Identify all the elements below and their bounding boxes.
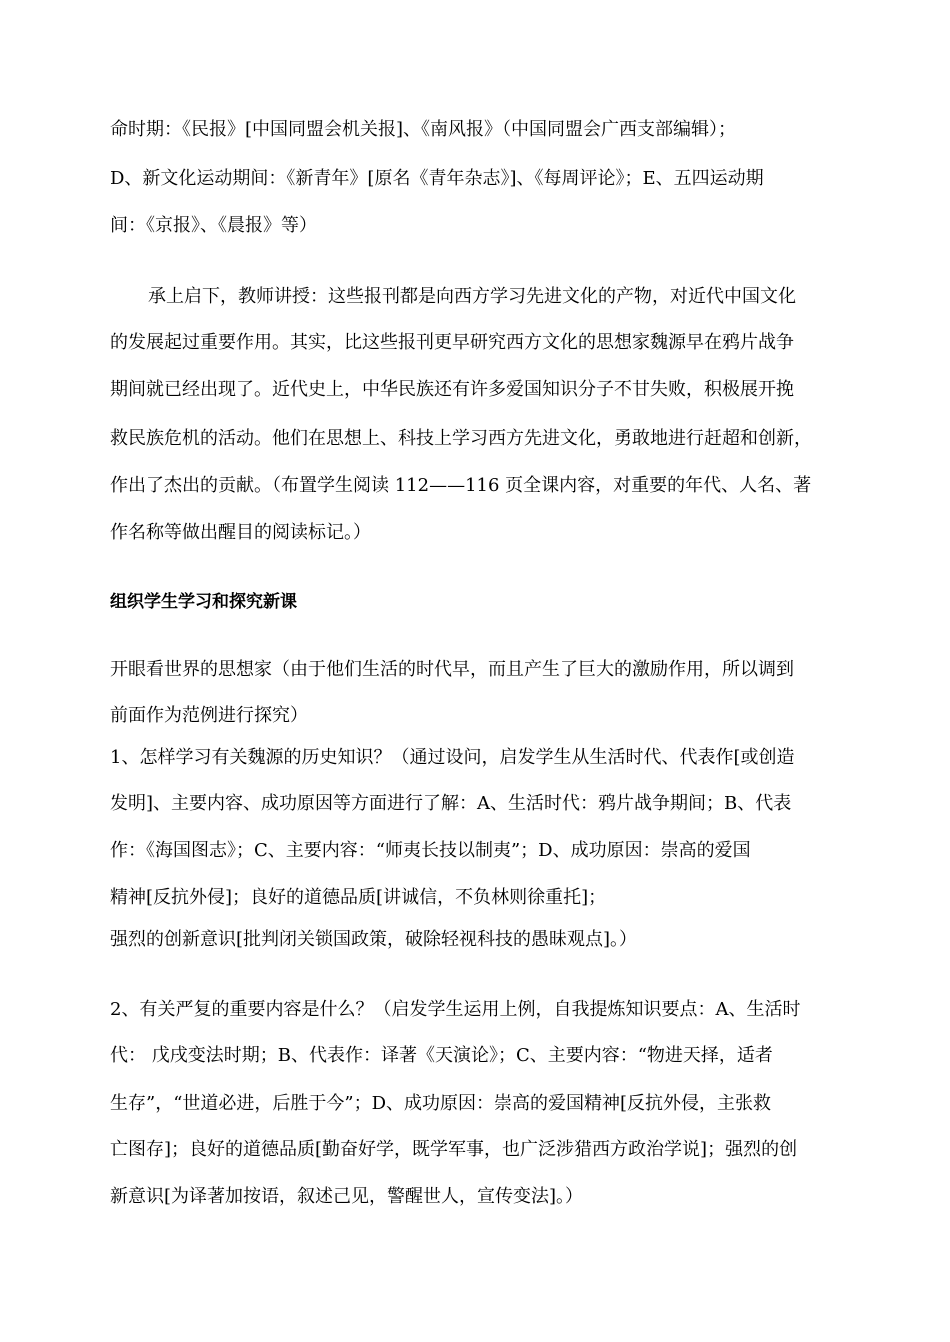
paragraph-line: 的发展起过重要作用。其实，比这些报刊更早研究西方文化的思想家魏源早在鸦片战争 bbox=[110, 332, 794, 353]
paragraph-line: 生存”，“世道必进，后胜于今”；D、成功原因：崇高的爱国精神[反抗外侵，主张救 bbox=[110, 1093, 772, 1114]
paragraph-line: 间：《京报》、《晨报》等） bbox=[110, 215, 317, 236]
paragraph-line: 2、有关严复的重要内容是什么？（启发学生运用上例，自我提炼知识要点：A、生活时 bbox=[110, 999, 801, 1020]
paragraph-line: 亡图存]；良好的道德品质[勤奋好学，既学军事，也广泛涉猎西方政治学说]；强烈的创 bbox=[110, 1139, 798, 1160]
paragraph-line: 承上启下，教师讲授：这些报刊都是向西方学习先进文化的产物，对近代中国文化 bbox=[148, 286, 796, 307]
paragraph-line: 新意识[为译著加按语，叙述己见，警醒世人，宣传变法]。） bbox=[110, 1186, 584, 1207]
paragraph-line: 1、怎样学习有关魏源的历史知识？（通过设问，启发学生从生活时代、代表作[或创造 bbox=[110, 747, 795, 768]
paragraph-line: 救民族危机的活动。他们在思想上、科技上学习西方先进文化，勇敢地进行赶超和创新， bbox=[110, 428, 812, 449]
paragraph-line: 代： 戊戌变法时期；B、代表作：译著《天演论》；C、主要内容：“物进天择，适者 bbox=[110, 1045, 773, 1066]
paragraph-line: 期间就已经出现了。近代史上，中华民族还有许多爱国知识分子不甘失败，积极展开挽 bbox=[110, 379, 794, 400]
paragraph-line: 前面作为范例进行探究） bbox=[110, 705, 308, 726]
section-heading: 组织学生学习和探究新课 bbox=[110, 592, 297, 612]
paragraph-line: 作出了杰出的贡献。（布置学生阅读 112——116 页全课内容，对重要的年代、人名、著 bbox=[110, 475, 812, 496]
paragraph-line: 强烈的创新意识[批判闭关锁国政策，破除轻视科技的愚昧观点]。） bbox=[110, 929, 638, 950]
paragraph-line: 开眼看世界的思想家（由于他们生活的时代早，而且产生了巨大的激励作用，所以调到 bbox=[110, 659, 794, 680]
paragraph-line: 发明]、主要内容、成功原因等方面进行了解：A、生活时代：鸦片战争期间；B、代表 bbox=[110, 793, 792, 814]
paragraph-line: 作名称等做出醒目的阅读标记。） bbox=[110, 522, 371, 543]
paragraph-line: 命时期：《民报》[中国同盟会机关报]、《南风报》（中国同盟会广西支部编辑）； bbox=[110, 119, 737, 140]
paragraph-line: D、新文化运动期间：《新青年》[原名《青年杂志》]、《每周评论》；E、五四运动期 bbox=[110, 168, 764, 189]
paragraph-line: 精神[反抗外侵]；良好的道德品质[讲诚信，不负林则徐重托]； bbox=[110, 887, 607, 908]
paragraph-line: 作：《海国图志》；C、主要内容：“师夷长技以制夷”；D、成功原因：崇高的爱国 bbox=[110, 840, 751, 861]
